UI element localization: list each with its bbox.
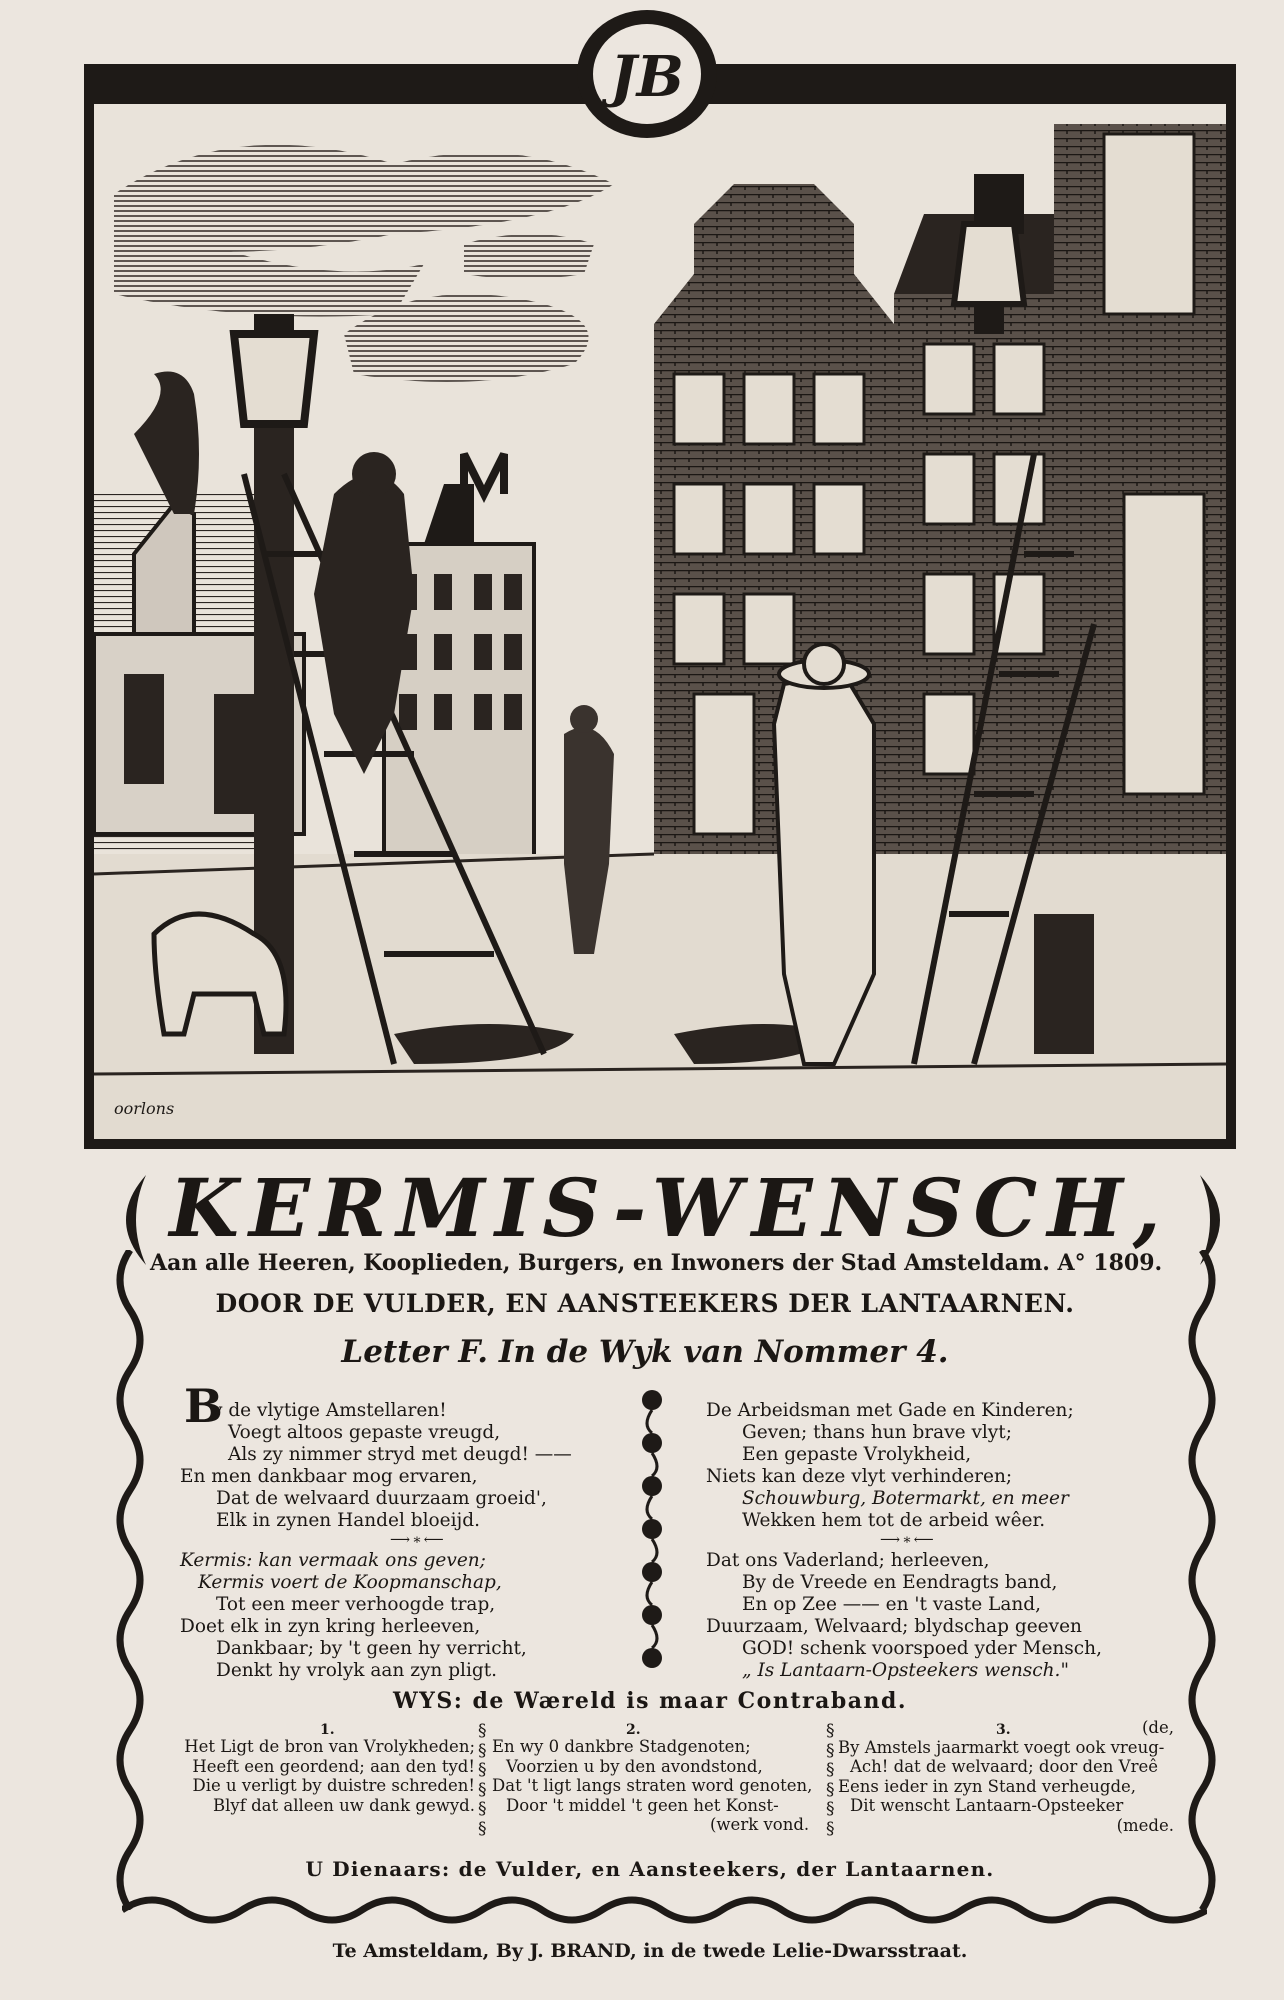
small-verse-3 <box>838 1718 1174 1835</box>
verse-line: Dit wenscht Lantaarn-Opsteeker <box>850 1796 1124 1815</box>
verse-line: De Arbeidsman met Gade en Kinderen; <box>706 1400 1074 1421</box>
small-verse-1 <box>160 1737 475 1815</box>
verse-left-stanza-1b <box>180 1466 547 1532</box>
tune-line: WYS: de Wæreld is maar Contraband. <box>392 1688 908 1714</box>
woodcut-signature: oorlons <box>114 1099 175 1118</box>
vine-border-bottom <box>122 1890 1207 1930</box>
ward-line: Letter F. In de Wyk van Nommer 4. <box>341 1334 949 1370</box>
verse-line: y de vlytige Amstellaren! <box>212 1400 447 1421</box>
verse-line: GOD! schenk voorspoed yder Mensch, <box>742 1638 1102 1659</box>
monogram-medallion <box>570 4 725 159</box>
dedication-line: Aan alle Heeren, Kooplieden, Burgers, en Inwoners der Stad Amsteldam. A° 1809. <box>150 1250 1163 1276</box>
verse-line: (werk vond. <box>710 1815 810 1834</box>
verse-left-stanza-2 <box>180 1550 527 1682</box>
verse-line: Heeft een geordend; aan den tyd! <box>192 1756 475 1776</box>
verse-line: En men dankbaar mog ervaren, <box>180 1466 478 1487</box>
small-verse-2 <box>492 1737 812 1835</box>
verse-line: Blyf dat alleen uw dank gewyd. <box>213 1795 475 1815</box>
verse-line: Dankbaar; by 't geen hy verricht, <box>216 1638 527 1659</box>
verse-line: Kermis voert de Koopmanschap, <box>198 1572 502 1593</box>
verse-line: Een gepaste Vrolykheid, <box>742 1444 972 1465</box>
verse-line: Eens ieder in zyn Stand verheugde, <box>838 1776 1137 1796</box>
verse-line: Elk in zynen Handel bloeijd. <box>216 1510 480 1531</box>
verse-separator: ⟶∗⟵ <box>390 1532 446 1548</box>
authors-line: DOOR DE VULDER, EN AANSTEEKERS DER LANTAARNEN. <box>215 1289 1075 1318</box>
verse-line: Ach! dat de welvaard; door den Vreê <box>850 1757 1159 1776</box>
verse-line: Door 't middel 't geen het Konst- <box>506 1795 779 1815</box>
section-mark-column: § § § § § § <box>478 1721 487 1839</box>
woodcut-illustration <box>84 64 1236 1149</box>
verse-left-stanza-1 <box>212 1400 572 1466</box>
verse-line: Denkt hy vrolyk aan zyn pligt. <box>216 1660 498 1681</box>
verse-line: (mede. <box>1116 1815 1174 1835</box>
verse-dropcap: B <box>184 1379 223 1433</box>
verse-line: Dat de welvaard duurzaam groeid', <box>216 1488 547 1509</box>
verse-separator: ⟶∗⟵ <box>880 1532 936 1548</box>
verse-line: En op Zee —— en 't vaste Land, <box>742 1594 1042 1615</box>
street-scene-image <box>94 74 1226 1139</box>
verse-right-stanza-2 <box>706 1550 1102 1682</box>
verse-line: Dat ons Vaderland; herleeven, <box>706 1550 990 1571</box>
monogram-text: JB <box>610 44 684 110</box>
verse-line: Niets kan deze vlyt verhinderen; <box>706 1466 1013 1487</box>
verse-line: Doet elk in zyn kring herleeven, <box>180 1616 481 1637</box>
verse-line: Kermis: kan vermaak ons geven; <box>180 1550 486 1571</box>
verse-line: Schouwburg, Botermarkt, en meer <box>742 1488 1069 1509</box>
verse-line: Tot een meer verhoogde trap, <box>216 1594 496 1615</box>
verse-line: Duurzaam, Welvaard; blydschap geeven <box>706 1616 1082 1637</box>
flower-ornament-column <box>632 1385 672 1685</box>
verse-line: Het Ligt de bron van Vrolykheden; <box>184 1737 475 1756</box>
verse-line: Die u verligt by duistre schreden! <box>192 1776 475 1795</box>
vine-border-right <box>1182 1250 1222 1910</box>
section-mark-column: § § § § § § <box>826 1721 835 1839</box>
page-title: KERMIS-WENSCH, <box>169 1161 1171 1255</box>
verse-line: Geven; thans hun brave vlyt; <box>742 1422 1012 1443</box>
verse-line: En wy 0 dankbre Stadgenoten; <box>492 1737 751 1756</box>
verse-line: Dat 't ligt langs straten word genoten, <box>492 1776 813 1795</box>
verse-line: „ Is Lantaarn-Opsteekers wensch." <box>742 1660 1069 1681</box>
signoff-line: U Dienaars: de Vulder, en Aansteekers, der Lantaarnen. <box>305 1857 995 1881</box>
verse-line: By de Vreede en Eendragts band, <box>742 1572 1058 1593</box>
verse-line: By Amstels jaarmarkt voegt ook vreug- <box>838 1737 1165 1757</box>
verse-line: Voorzien u by den avondstond, <box>506 1756 763 1776</box>
vine-border-left <box>110 1250 150 1910</box>
small-verse-number: 3. <box>996 1722 1011 1738</box>
verse-line: Wekken hem tot de arbeid wêer. <box>742 1510 1046 1531</box>
verse-line: Als zy nimmer stryd met deugd! —— <box>228 1444 572 1465</box>
verse-right-stanza-1 <box>706 1400 1074 1532</box>
printer-imprint: Te Amsteldam, By J. BRAND, in de twede Lelie-Dwarsstraat. <box>332 1940 968 1962</box>
verse-line: (de, <box>1141 1718 1174 1737</box>
small-verse-number: 1. <box>320 1722 335 1738</box>
verse-line: Voegt altoos gepaste vreugd, <box>228 1422 501 1443</box>
small-verse-number: 2. <box>626 1722 641 1738</box>
